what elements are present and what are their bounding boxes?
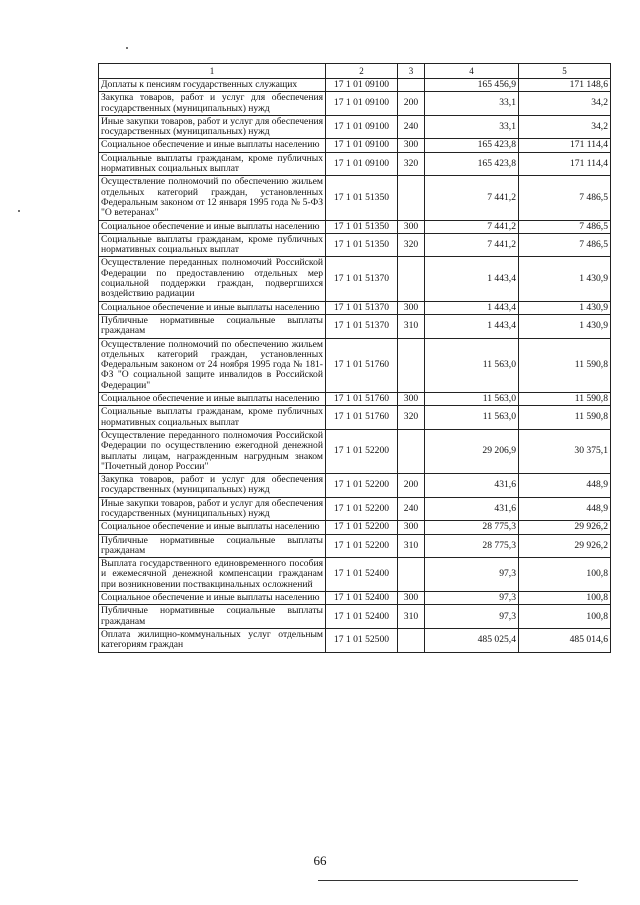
row-value-col4: 431,6 <box>425 474 519 498</box>
row-expense-type-cell <box>398 338 425 392</box>
row-expense-type-cell: 320 <box>398 233 425 257</box>
row-expense-type-cell: 300 <box>398 592 425 605</box>
table-row <box>99 429 611 473</box>
row-value-col5: 100,8 <box>519 605 611 629</box>
row-value-col4: 97,3 <box>425 592 519 605</box>
row-code-cell: 17 1 01 51760 <box>326 406 398 430</box>
row-name-cell: Доплаты к пенсиям государственных служащих <box>99 79 326 92</box>
row-value-col5: 1 430,9 <box>519 257 611 301</box>
row-value-col4: 11 563,0 <box>425 406 519 430</box>
row-code-cell: 17 1 01 52500 <box>326 628 398 652</box>
table-row <box>99 534 611 558</box>
row-value-col4: 165 423,8 <box>425 152 519 176</box>
row-name-cell: Осуществление переданного полномочия Российской Федерации по осуществлению ежегодной денежной выплаты лицам, награжденным нагрудным знаком "Почетный донор России" <box>99 429 326 473</box>
row-name-cell: Осуществление полномочий по обеспечению жильем отдельных категорий граждан, установленных Федеральным законом от 24 ноября 1995 года № 181-ФЗ "О социальной защите инвалидов в Российской Федерации" <box>99 338 326 392</box>
row-code-cell: 17 1 01 51370 <box>326 314 398 338</box>
row-code-cell: 17 1 01 52400 <box>326 592 398 605</box>
row-code-cell: 17 1 01 51350 <box>326 220 398 233</box>
row-expense-type-cell: 240 <box>398 497 425 521</box>
row-code-cell: 17 1 01 51370 <box>326 301 398 314</box>
col-header-5: 5 <box>519 64 611 79</box>
row-value-col4: 485 025,4 <box>425 628 519 652</box>
row-value-col5: 171 148,6 <box>519 79 611 92</box>
row-value-col5: 29 926,2 <box>519 534 611 558</box>
table-row <box>99 176 611 220</box>
row-code-cell: 17 1 01 52400 <box>326 605 398 629</box>
header-row <box>99 64 611 79</box>
row-expense-type-cell: 320 <box>398 152 425 176</box>
row-value-col4: 165 456,9 <box>425 79 519 92</box>
table-row <box>99 220 611 233</box>
row-value-col4: 1 443,4 <box>425 301 519 314</box>
table-row <box>99 115 611 139</box>
row-value-col4: 33,1 <box>425 92 519 116</box>
row-value-col4: 33,1 <box>425 115 519 139</box>
row-name-cell: Закупка товаров, работ и услуг для обеспечения государственных (муниципальных) нужд <box>99 92 326 116</box>
row-value-col4: 431,6 <box>425 497 519 521</box>
row-name-cell: Осуществление переданных полномочий Российской Федерации по предоставлению отдельных мер социальной поддержки граждан, подвергшихся воздействию радиации <box>99 257 326 301</box>
row-name-cell: Социальное обеспечение и иные выплаты населению <box>99 220 326 233</box>
row-value-col4: 11 563,0 <box>425 338 519 392</box>
row-value-col5: 34,2 <box>519 92 611 116</box>
row-code-cell: 17 1 01 52200 <box>326 474 398 498</box>
table-row <box>99 257 611 301</box>
row-value-col5: 30 375,1 <box>519 429 611 473</box>
table-row <box>99 233 611 257</box>
row-value-col5: 448,9 <box>519 474 611 498</box>
row-value-col5: 11 590,8 <box>519 338 611 392</box>
row-value-col5: 171 114,4 <box>519 139 611 152</box>
row-value-col5: 485 014,6 <box>519 628 611 652</box>
row-name-cell: Выплата государственного единовременного пособия и ежемесячной денежной компенсации гражданам при возникновении поствакцинальных осложнений <box>99 558 326 592</box>
row-code-cell: 17 1 01 09100 <box>326 115 398 139</box>
row-expense-type-cell: 300 <box>398 521 425 534</box>
table-row <box>99 628 611 652</box>
row-name-cell: Социальное обеспечение и иные выплаты населению <box>99 521 326 534</box>
table-row <box>99 152 611 176</box>
row-expense-type-cell: 310 <box>398 605 425 629</box>
row-value-col5: 11 590,8 <box>519 406 611 430</box>
row-name-cell: Социальные выплаты гражданам, кроме публичных нормативных социальных выплат <box>99 233 326 257</box>
scan-speck <box>18 210 20 212</box>
row-code-cell: 17 1 01 52200 <box>326 429 398 473</box>
row-expense-type-cell <box>398 628 425 652</box>
row-code-cell: 17 1 01 52400 <box>326 558 398 592</box>
table-body <box>99 79 611 653</box>
table-row <box>99 497 611 521</box>
row-expense-type-cell: 320 <box>398 406 425 430</box>
row-code-cell: 17 1 01 09100 <box>326 152 398 176</box>
scan-speck <box>126 47 128 49</box>
row-code-cell: 17 1 01 51350 <box>326 233 398 257</box>
row-name-cell: Социальное обеспечение и иные выплаты населению <box>99 592 326 605</box>
footer-rule <box>318 880 578 881</box>
row-code-cell: 17 1 01 51350 <box>326 176 398 220</box>
row-name-cell: Социальное обеспечение и иные выплаты населению <box>99 139 326 152</box>
table-row <box>99 393 611 406</box>
row-expense-type-cell <box>398 176 425 220</box>
table-row <box>99 92 611 116</box>
row-expense-type-cell: 310 <box>398 314 425 338</box>
row-value-col5: 34,2 <box>519 115 611 139</box>
row-code-cell: 17 1 01 51370 <box>326 257 398 301</box>
row-code-cell: 17 1 01 52200 <box>326 534 398 558</box>
row-expense-type-cell <box>398 257 425 301</box>
row-code-cell: 17 1 01 51760 <box>326 393 398 406</box>
col-header-1: 1 <box>99 64 326 79</box>
row-value-col5: 7 486,5 <box>519 176 611 220</box>
row-expense-type-cell: 300 <box>398 220 425 233</box>
row-name-cell: Социальные выплаты гражданам, кроме публичных нормативных социальных выплат <box>99 406 326 430</box>
row-value-col4: 97,3 <box>425 558 519 592</box>
row-expense-type-cell <box>398 558 425 592</box>
row-value-col4: 165 423,8 <box>425 139 519 152</box>
row-code-cell: 17 1 01 09100 <box>326 92 398 116</box>
row-name-cell: Публичные нормативные социальные выплаты гражданам <box>99 534 326 558</box>
row-expense-type-cell: 200 <box>398 474 425 498</box>
row-value-col5: 11 590,8 <box>519 393 611 406</box>
row-value-col5: 29 926,2 <box>519 521 611 534</box>
row-code-cell: 17 1 01 09100 <box>326 139 398 152</box>
row-expense-type-cell <box>398 79 425 92</box>
col-header-3: 3 <box>398 64 425 79</box>
table-row <box>99 592 611 605</box>
table-row <box>99 474 611 498</box>
row-value-col4: 7 441,2 <box>425 233 519 257</box>
row-value-col4: 97,3 <box>425 605 519 629</box>
row-value-col4: 28 775,3 <box>425 521 519 534</box>
table-row <box>99 558 611 592</box>
row-value-col4: 29 206,9 <box>425 429 519 473</box>
row-name-cell: Социальные выплаты гражданам, кроме публичных нормативных социальных выплат <box>99 152 326 176</box>
table-row <box>99 406 611 430</box>
row-expense-type-cell: 310 <box>398 534 425 558</box>
budget-table <box>98 63 611 653</box>
row-name-cell: Иные закупки товаров, работ и услуг для обеспечения государственных (муниципальных) нужд <box>99 497 326 521</box>
row-value-col4: 7 441,2 <box>425 220 519 233</box>
row-value-col5: 100,8 <box>519 558 611 592</box>
row-name-cell: Публичные нормативные социальные выплаты гражданам <box>99 314 326 338</box>
table-row <box>99 301 611 314</box>
row-name-cell: Социальное обеспечение и иные выплаты населению <box>99 393 326 406</box>
row-expense-type-cell: 300 <box>398 139 425 152</box>
row-value-col5: 1 430,9 <box>519 301 611 314</box>
row-value-col4: 11 563,0 <box>425 393 519 406</box>
row-name-cell: Осуществление полномочий по обеспечению жильем отдельных категорий граждан, установленных Федеральным законом от 12 января 1995 года № 5-ФЗ "О ветеранах" <box>99 176 326 220</box>
row-value-col4: 28 775,3 <box>425 534 519 558</box>
row-expense-type-cell: 200 <box>398 92 425 116</box>
table-row <box>99 338 611 392</box>
row-expense-type-cell: 300 <box>398 301 425 314</box>
page-number: 66 <box>313 853 327 868</box>
row-expense-type-cell <box>398 429 425 473</box>
row-name-cell: Иные закупки товаров, работ и услуг для обеспечения государственных (муниципальных) нужд <box>99 115 326 139</box>
row-code-cell: 17 1 01 51760 <box>326 338 398 392</box>
row-value-col5: 448,9 <box>519 497 611 521</box>
row-expense-type-cell: 300 <box>398 393 425 406</box>
row-value-col5: 7 486,5 <box>519 233 611 257</box>
row-value-col4: 7 441,2 <box>425 176 519 220</box>
table-row <box>99 79 611 92</box>
row-expense-type-cell: 240 <box>398 115 425 139</box>
row-code-cell: 17 1 01 09100 <box>326 79 398 92</box>
table-row <box>99 605 611 629</box>
row-name-cell: Публичные нормативные социальные выплаты гражданам <box>99 605 326 629</box>
col-header-2: 2 <box>326 64 398 79</box>
row-name-cell: Оплата жилищно-коммунальных услуг отдельным категориям граждан <box>99 628 326 652</box>
row-name-cell: Закупка товаров, работ и услуг для обеспечения государственных (муниципальных) нужд <box>99 474 326 498</box>
row-code-cell: 17 1 01 52200 <box>326 521 398 534</box>
table-row <box>99 139 611 152</box>
row-value-col5: 171 114,4 <box>519 152 611 176</box>
row-value-col4: 1 443,4 <box>425 314 519 338</box>
table-row <box>99 314 611 338</box>
col-header-4: 4 <box>425 64 519 79</box>
row-code-cell: 17 1 01 52200 <box>326 497 398 521</box>
row-value-col5: 1 430,9 <box>519 314 611 338</box>
row-name-cell: Социальное обеспечение и иные выплаты населению <box>99 301 326 314</box>
row-value-col4: 1 443,4 <box>425 257 519 301</box>
row-value-col5: 7 486,5 <box>519 220 611 233</box>
table-row <box>99 521 611 534</box>
row-value-col5: 100,8 <box>519 592 611 605</box>
